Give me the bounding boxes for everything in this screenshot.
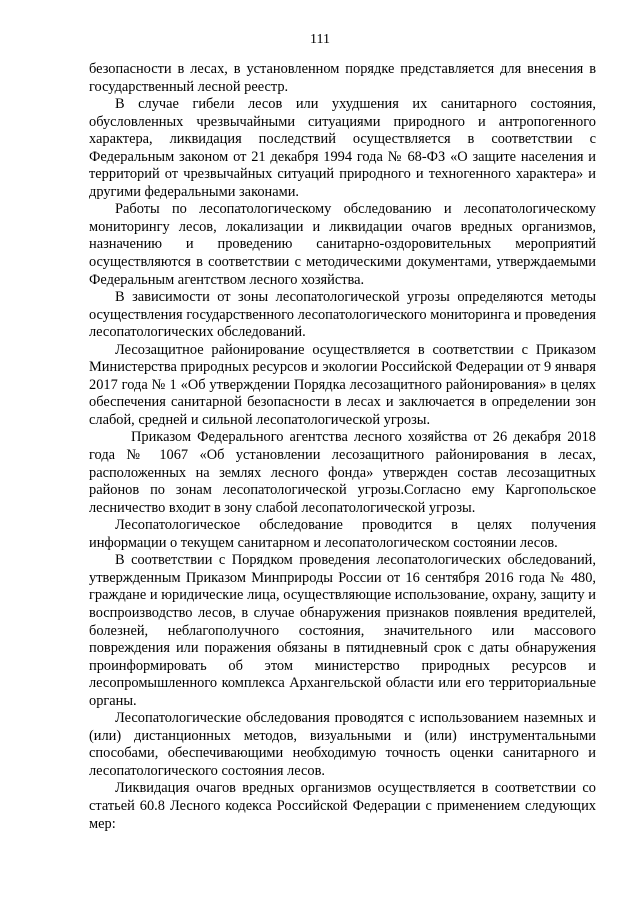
paragraph-pest-elimination: Ликвидация очагов вредных организмов осуществляется в соответствии со статьей 60.8 Лесного кодекса Российской Федерации с применением следующих мер: xyxy=(89,780,596,832)
paragraph-rosleskhoz-order: Приказом Федерального агентства лесного хозяйства от 26 декабря 2018 года № 1067 «Об установлении лесозащитного районирования в лесах, расположенных на землях лесного фонда» утвержден состав лесозащитных районов по зонам лесопатологической угрозы.Согласно ему Каргопольское лесничество входит в зону слабой лесопатологической угрозы. xyxy=(89,429,596,516)
document-body xyxy=(89,61,596,833)
paragraph-reestr-continuation: безопасности в лесах, в установленном порядке представляется для внесения в государственный лесной реестр. xyxy=(89,61,596,95)
paragraph-survey-methods: Лесопатологические обследования проводятся с использованием наземных и (или) дистанционных методов, визуальными и (или) инструментальными способами, обеспечивающими необходимую точность оценки санитарного и лесопатологического состояния лесов. xyxy=(89,710,596,779)
paragraph-forest-pathology-works: Работы по лесопатологическому обследованию и лесопатологическому мониторингу лесов, локализации и ликвидации очагов вредных организмов, назначению и проведению санитарно-оздоровительных мероприятий осуществляются в соответствии с методическими документами, утверждаемыми Федеральным агентством лесного хозяйства. xyxy=(89,201,596,288)
paragraph-zoning-order: Лесозащитное районирование осуществляется в соответствии с Приказом Министерства природных ресурсов и экологии Российской Федерации от 9 января 2017 года № 1 «Об утверждении Порядка лесозащитного районирования» в целях обеспечения санитарной безопасности в лесах и заключается в определении зон слабой, средней и сильной лесопатологической угрозы. xyxy=(89,341,596,428)
paragraph-survey-purpose: Лесопатологическое обследование проводится в целях получения информации о текущем санитарном и лесопатологическом состоянии лесов. xyxy=(89,517,596,551)
paragraph-emergency-situations: В случае гибели лесов или ухудшения их санитарного состояния, обусловленных чрезвычайными ситуациями природного и антропогенного характера, ликвидация последствий осуществляется в соответствии с Федеральным законом от 21 декабря 1994 года № 68-ФЗ «О защите населения и территорий от чрезвычайных ситуаций природного и техногенного характера» и другими федеральными законами. xyxy=(89,96,596,200)
paragraph-threat-zones: В зависимости от зоны лесопатологической угрозы определяются методы осуществления государственного лесопатологического мониторинга и проведения лесопатологических обследований. xyxy=(89,289,596,341)
paragraph-survey-procedure: В соответствии с Порядком проведения лесопатологических обследований, утвержденным Приказом Минприроды России от 16 сентября 2016 года № 480, граждане и юридические лица, осуществляющие использование, охрану, защиту и воспроизводство лесов, в случае обнаружения признаков появления вредителей, болезней, неблагополучного состояния, значительного или массового повреждения или поражения обязаны в пятидневный срок с даты обнаружения проинформировать об этом министерство природных ресурсов и лесопромышленного комплекса Архангельской области или его территориальные органы. xyxy=(89,552,596,709)
page-number: 111 xyxy=(310,32,330,47)
